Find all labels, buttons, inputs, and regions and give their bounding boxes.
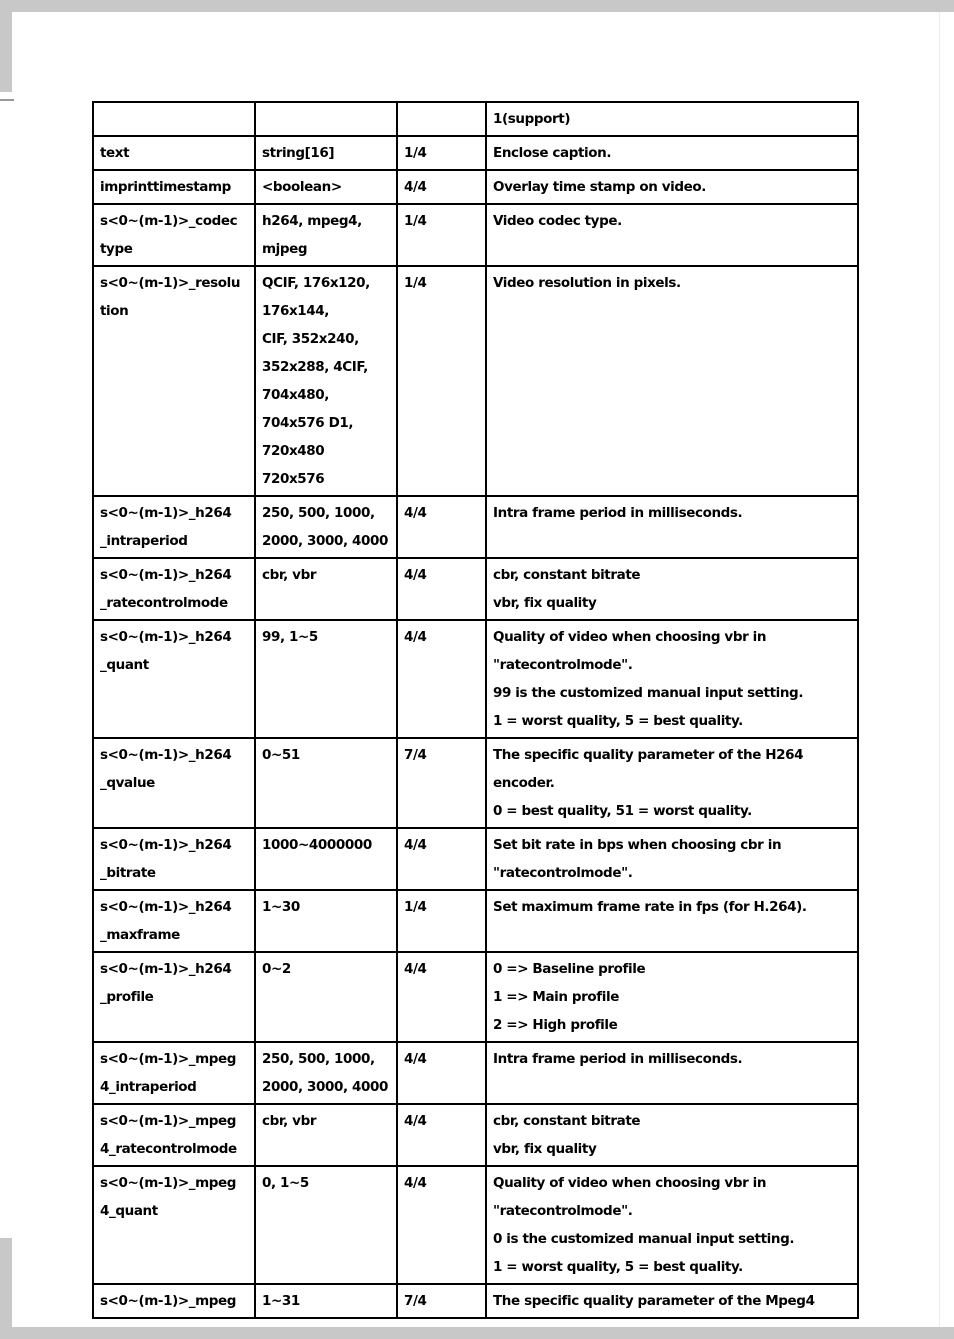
table-row <box>93 620 858 738</box>
param-security-line: 4/4 <box>404 1113 427 1129</box>
param-name-cell <box>93 1104 255 1166</box>
param-name-line: s<0~(m-1)>_mpeg <box>100 1293 237 1309</box>
param-name-line: 4_intraperiod <box>100 1079 197 1095</box>
param-description-cell <box>486 1166 858 1284</box>
param-description-line: 0 is the customized manual input setting. <box>493 1231 795 1247</box>
param-security-cell <box>397 496 486 558</box>
param-values-line: CIF, 352x240, <box>262 331 359 347</box>
param-values-line: 704x480, <box>262 387 329 403</box>
param-values-line: mjpeg <box>262 241 308 257</box>
param-security-cell <box>397 952 486 1042</box>
param-description-cell <box>486 558 858 620</box>
param-values-line: 720x480 <box>262 443 325 459</box>
param-name-line: _intraperiod <box>100 533 188 549</box>
param-description-line: Set bit rate in bps when choosing cbr in <box>493 837 782 853</box>
param-security-line: 4/4 <box>404 1051 427 1067</box>
param-values-cell <box>255 558 397 620</box>
table-row <box>93 204 858 266</box>
page-frame-right <box>939 12 940 1327</box>
param-name-cell <box>93 558 255 620</box>
param-security-line <box>404 105 479 133</box>
page-frame-bottom <box>0 1327 954 1339</box>
param-description-cell <box>486 1104 858 1166</box>
param-security-cell <box>397 620 486 738</box>
param-values-line: 352x288, 4CIF, <box>262 359 368 375</box>
param-name-line: text <box>100 145 130 161</box>
param-description-cell <box>486 1284 858 1318</box>
param-values-cell <box>255 1042 397 1104</box>
param-description-line: cbr, constant bitrate <box>493 567 641 583</box>
param-description-cell <box>486 620 858 738</box>
param-values-line: 250, 500, 1000, <box>262 1051 375 1067</box>
param-security-line: 4/4 <box>404 629 427 645</box>
param-description-cell <box>486 170 858 204</box>
param-values-line: 0, 1~5 <box>262 1175 309 1191</box>
param-description-cell <box>486 136 858 170</box>
param-security-cell <box>397 102 486 136</box>
param-name-line: _qvalue <box>100 775 155 791</box>
param-description-cell <box>486 266 858 496</box>
param-security-line: 7/4 <box>404 747 427 763</box>
param-description-line: Quality of video when choosing vbr in <box>493 629 767 645</box>
param-values-cell <box>255 1104 397 1166</box>
param-values-line: 176x144, <box>262 303 329 319</box>
param-values-cell <box>255 620 397 738</box>
param-values-line: cbr, vbr <box>262 1113 317 1129</box>
table-row <box>93 890 858 952</box>
table-row <box>93 1042 858 1104</box>
param-values-cell <box>255 828 397 890</box>
param-values-line: 1~31 <box>262 1293 300 1309</box>
param-name-line: s<0~(m-1)>_h264 <box>100 899 232 915</box>
param-name-line: s<0~(m-1)>_resolu <box>100 275 241 291</box>
param-security-line: 4/4 <box>404 179 427 195</box>
param-security-line: 7/4 <box>404 1293 427 1309</box>
param-name-line: s<0~(m-1)>_h264 <box>100 505 232 521</box>
param-description-cell <box>486 890 858 952</box>
table-row <box>93 558 858 620</box>
param-security-line: 4/4 <box>404 837 427 853</box>
table-row <box>93 266 858 496</box>
param-description-cell <box>486 1042 858 1104</box>
param-name-line: 4_ratecontrolmode <box>100 1141 237 1157</box>
table-row <box>93 102 858 136</box>
param-name-cell <box>93 1284 255 1318</box>
param-name-cell <box>93 1042 255 1104</box>
table-row <box>93 136 858 170</box>
page-frame-left-top <box>0 0 12 92</box>
param-name-line: _maxframe <box>100 927 180 943</box>
param-values-cell <box>255 170 397 204</box>
param-description-line: 0 = best quality, 51 = worst quality. <box>493 803 752 819</box>
param-name-line: s<0~(m-1)>_codec <box>100 213 238 229</box>
param-name-line: tion <box>100 303 129 319</box>
param-description-line: Set maximum frame rate in fps (for H.264). <box>493 899 807 915</box>
param-values-line: 704x576 D1, <box>262 415 354 431</box>
param-security-cell <box>397 1104 486 1166</box>
param-name-line: s<0~(m-1)>_mpeg <box>100 1175 237 1191</box>
param-name-cell <box>93 102 255 136</box>
param-name-cell <box>93 1166 255 1284</box>
param-values-line: 99, 1~5 <box>262 629 318 645</box>
param-name-cell <box>93 620 255 738</box>
param-description-line: encoder. <box>493 775 555 791</box>
param-description-line: cbr, constant bitrate <box>493 1113 641 1129</box>
table-row <box>93 170 858 204</box>
param-security-line: 4/4 <box>404 567 427 583</box>
param-security-cell <box>397 266 486 496</box>
param-values-line: 1000~4000000 <box>262 837 372 853</box>
param-name-line: _profile <box>100 989 154 1005</box>
param-name-line <box>100 105 248 133</box>
param-description-line: "ratecontrolmode". <box>493 865 633 881</box>
param-values-line: string[16] <box>262 145 335 161</box>
param-values-line <box>262 105 390 133</box>
param-values-line: 250, 500, 1000, <box>262 505 375 521</box>
table-row <box>93 828 858 890</box>
page-frame-left-bottom <box>0 1238 12 1339</box>
param-description-cell <box>486 828 858 890</box>
param-name-line: imprinttimestamp <box>100 179 231 195</box>
param-description-cell <box>486 738 858 828</box>
param-security-cell <box>397 1042 486 1104</box>
param-description-line: 1 => Main profile <box>493 989 619 1005</box>
param-name-cell <box>93 204 255 266</box>
param-name-cell <box>93 496 255 558</box>
param-security-line: 1/4 <box>404 145 427 161</box>
param-security-cell <box>397 890 486 952</box>
param-values-line: 2000, 3000, 4000 <box>262 533 388 549</box>
table-row <box>93 496 858 558</box>
param-description-line: Intra frame period in milliseconds. <box>493 1051 743 1067</box>
param-name-line: s<0~(m-1)>_mpeg <box>100 1051 237 1067</box>
param-values-line: <boolean> <box>262 179 342 195</box>
param-values-cell <box>255 102 397 136</box>
page-frame-top <box>0 0 954 12</box>
param-name-line: s<0~(m-1)>_h264 <box>100 747 232 763</box>
param-description-cell <box>486 102 858 136</box>
param-security-line: 4/4 <box>404 1175 427 1191</box>
param-description-line: 99 is the customized manual input setting. <box>493 685 804 701</box>
param-name-cell <box>93 738 255 828</box>
param-description-line: Enclose caption. <box>493 145 612 161</box>
parameter-table-body <box>93 102 858 1318</box>
param-name-line: _bitrate <box>100 865 156 881</box>
param-name-line: 4_quant <box>100 1203 158 1219</box>
param-description-line: 1(support) <box>493 111 571 127</box>
param-description-line: Video codec type. <box>493 213 622 229</box>
param-description-line: 1 = worst quality, 5 = best quality. <box>493 1259 743 1275</box>
param-name-line: s<0~(m-1)>_h264 <box>100 629 232 645</box>
param-values-cell <box>255 890 397 952</box>
param-name-line: s<0~(m-1)>_mpeg <box>100 1113 237 1129</box>
param-name-cell <box>93 952 255 1042</box>
param-security-cell <box>397 170 486 204</box>
param-values-cell <box>255 204 397 266</box>
param-values-cell <box>255 496 397 558</box>
param-values-cell <box>255 1284 397 1318</box>
table-row <box>93 738 858 828</box>
param-values-line: 1~30 <box>262 899 300 915</box>
param-description-line: 0 => Baseline profile <box>493 961 646 977</box>
parameter-table <box>92 101 859 1319</box>
param-security-cell <box>397 136 486 170</box>
table-row <box>93 1104 858 1166</box>
param-security-cell <box>397 828 486 890</box>
param-name-cell <box>93 890 255 952</box>
param-description-line: Video resolution in pixels. <box>493 275 681 291</box>
param-description-line: vbr, fix quality <box>493 595 597 611</box>
param-values-line: 0~2 <box>262 961 291 977</box>
table-row <box>93 1166 858 1284</box>
param-values-line: QCIF, 176x120, <box>262 275 370 291</box>
param-security-cell <box>397 738 486 828</box>
param-name-line: s<0~(m-1)>_h264 <box>100 837 232 853</box>
param-security-line: 1/4 <box>404 275 427 291</box>
param-name-line: _ratecontrolmode <box>100 595 228 611</box>
param-description-line: 2 => High profile <box>493 1017 618 1033</box>
param-values-line: 2000, 3000, 4000 <box>262 1079 388 1095</box>
param-name-cell <box>93 266 255 496</box>
table-row <box>93 1284 858 1318</box>
param-name-cell <box>93 828 255 890</box>
param-description-cell <box>486 204 858 266</box>
param-description-line: "ratecontrolmode". <box>493 1203 633 1219</box>
param-values-line: cbr, vbr <box>262 567 317 583</box>
param-security-line: 1/4 <box>404 213 427 229</box>
param-description-cell <box>486 496 858 558</box>
param-values-cell <box>255 952 397 1042</box>
page-frame-tick <box>0 99 14 101</box>
param-description-line: The specific quality parameter of the H264 <box>493 747 804 763</box>
param-security-line: 4/4 <box>404 505 427 521</box>
param-name-cell <box>93 136 255 170</box>
param-values-line: h264, mpeg4, <box>262 213 362 229</box>
param-security-cell <box>397 1284 486 1318</box>
table-row <box>93 952 858 1042</box>
param-name-line: type <box>100 241 133 257</box>
param-description-cell <box>486 952 858 1042</box>
param-security-line: 4/4 <box>404 961 427 977</box>
param-security-cell <box>397 204 486 266</box>
param-values-cell <box>255 266 397 496</box>
param-values-line: 0~51 <box>262 747 300 763</box>
param-name-line: s<0~(m-1)>_h264 <box>100 567 232 583</box>
param-values-cell <box>255 738 397 828</box>
param-values-line: 720x576 <box>262 471 325 487</box>
param-security-cell <box>397 558 486 620</box>
param-description-line: vbr, fix quality <box>493 1141 597 1157</box>
param-name-line: s<0~(m-1)>_h264 <box>100 961 232 977</box>
param-description-line: 1 = worst quality, 5 = best quality. <box>493 713 743 729</box>
param-description-line: The specific quality parameter of the Mpeg4 <box>493 1293 815 1309</box>
param-description-line: Quality of video when choosing vbr in <box>493 1175 767 1191</box>
param-name-cell <box>93 170 255 204</box>
param-description-line: Overlay time stamp on video. <box>493 179 706 195</box>
param-values-cell <box>255 1166 397 1284</box>
param-values-cell <box>255 136 397 170</box>
param-security-line: 1/4 <box>404 899 427 915</box>
param-security-cell <box>397 1166 486 1284</box>
param-description-line: Intra frame period in milliseconds. <box>493 505 743 521</box>
param-description-line: "ratecontrolmode". <box>493 657 633 673</box>
param-name-line: _quant <box>100 657 149 673</box>
